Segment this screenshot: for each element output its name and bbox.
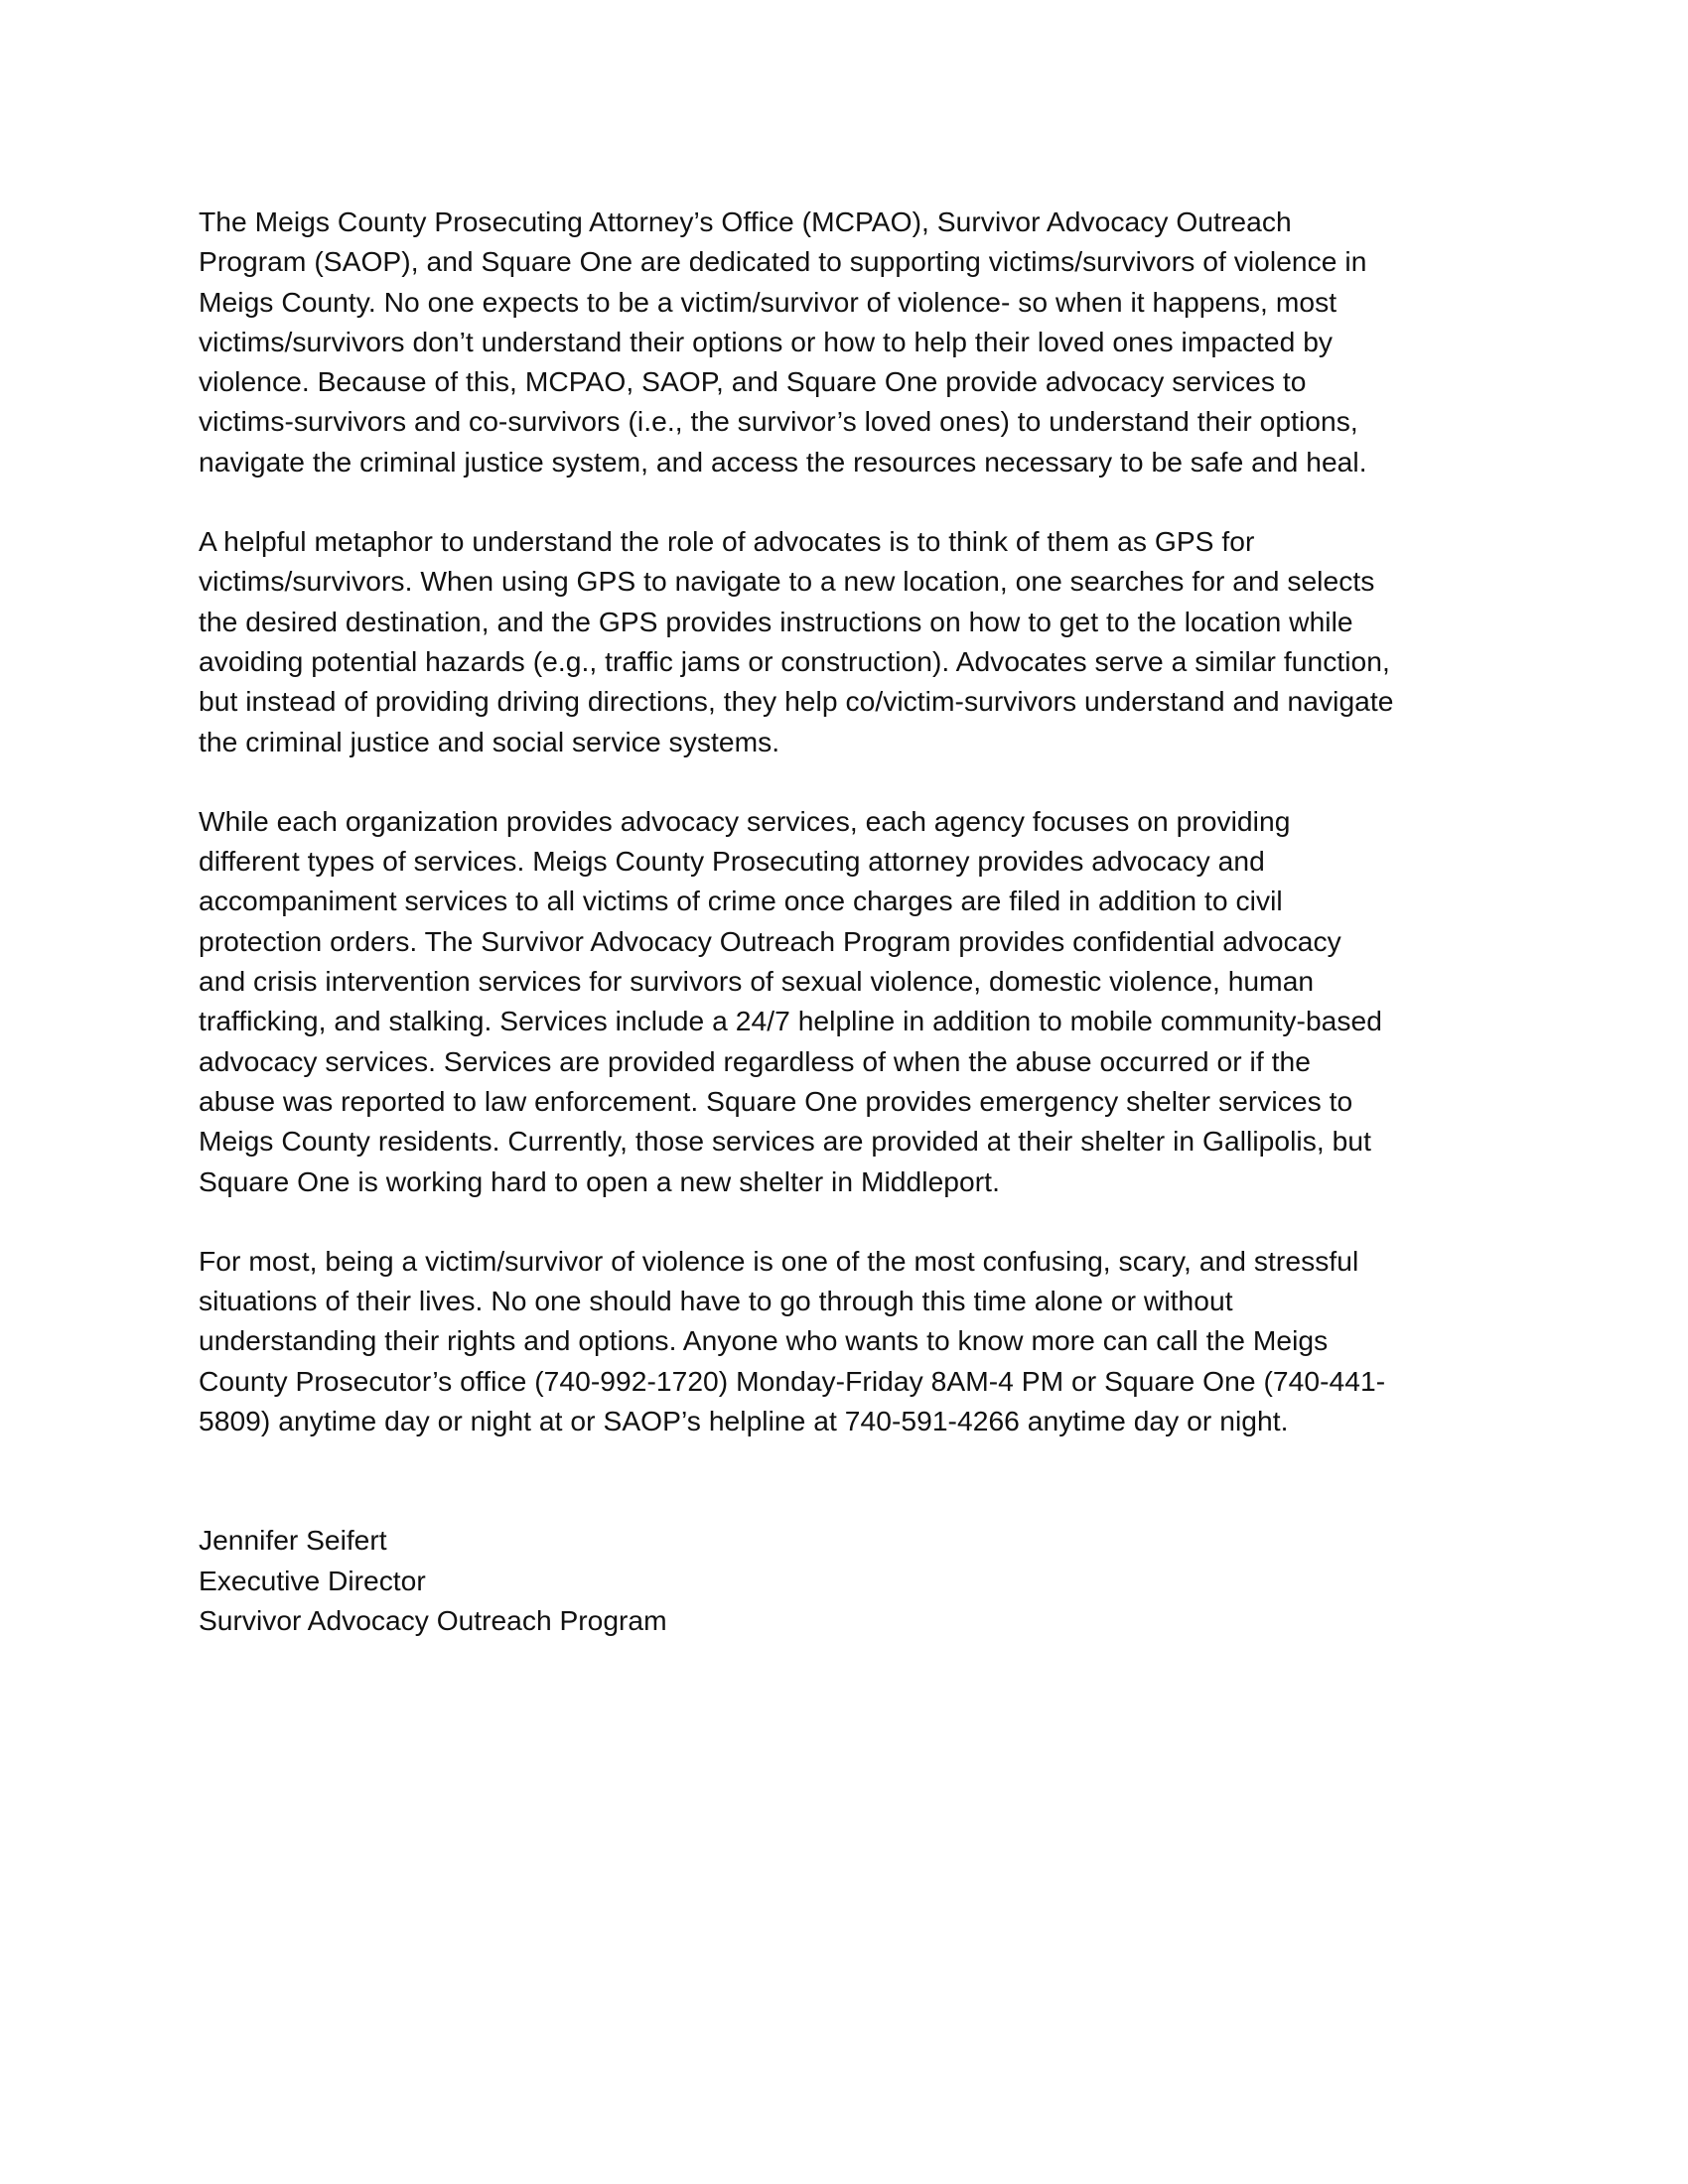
paragraph-services bbox=[199, 801, 1509, 1201]
text-line: While each organization provides advocacy services, each agency focuses on providing bbox=[199, 804, 1291, 837]
paragraph-intro bbox=[199, 202, 1509, 481]
text-line: trafficking, and stalking. Services include a 24/7 helpline in addition to mobile community-based bbox=[199, 1005, 1382, 1037]
paragraph-gps-metaphor bbox=[199, 521, 1509, 761]
text-line: advocacy services. Services are provided regardless of when the abuse occurred or if the bbox=[199, 1044, 1311, 1077]
text-line: avoiding potential hazards (e.g., traffic jams or construction). Advocates serve a similar function, bbox=[199, 644, 1390, 677]
text-line: violence. Because of this, MCPAO, SAOP, and Square One provide advocacy services to bbox=[199, 365, 1307, 398]
text-line: Program (SAOP), and Square One are dedicated to supporting victims/survivors of violence in bbox=[199, 245, 1367, 278]
text-line: For most, being a victim/survivor of violence is one of the most confusing, scary, and stressful bbox=[199, 1244, 1359, 1277]
text-line: abuse was reported to law enforcement. Square One provides emergency shelter services to bbox=[199, 1084, 1353, 1117]
text-line: victims-survivors and co-survivors (i.e., the survivor’s loved ones) to understand their options, bbox=[199, 405, 1358, 438]
text-line: Square One is working hard to open a new shelter in Middleport. bbox=[199, 1164, 1000, 1197]
text-line: situations of their lives. No one should have to go through this time alone or without bbox=[199, 1285, 1233, 1317]
signature-block bbox=[199, 1520, 1509, 1640]
signature-title: Executive Director bbox=[199, 1564, 426, 1596]
text-line: the desired destination, and the GPS provides instructions on how to get to the location while bbox=[199, 605, 1353, 637]
paragraph-contact bbox=[199, 1241, 1509, 1440]
text-line: The Meigs County Prosecuting Attorney’s Office (MCPAO), Survivor Advocacy Outreach bbox=[199, 205, 1292, 237]
text-line: victims/survivors don’t understand their options or how to help their loved ones impacted by bbox=[199, 325, 1334, 357]
text-line: victims/survivors. When using GPS to navigate to a new location, one searches for and selects bbox=[199, 565, 1375, 598]
text-line: A helpful metaphor to understand the role of advocates is to think of them as GPS for bbox=[199, 525, 1255, 558]
text-line: Meigs County. No one expects to be a victim/survivor of violence- so when it happens, most bbox=[199, 285, 1337, 318]
text-line: County Prosecutor’s office (740-992-1720) Monday-Friday 8AM-4 PM or Square One (740-441- bbox=[199, 1364, 1386, 1397]
text-line: accompaniment services to all victims of crime once charges are filed in addition to civil bbox=[199, 885, 1283, 917]
signature-name: Jennifer Seifert bbox=[199, 1524, 387, 1557]
text-line: navigate the criminal justice system, and access the resources necessary to be safe and heal. bbox=[199, 445, 1367, 478]
text-line: protection orders. The Survivor Advocacy Outreach Program provides confidential advocacy bbox=[199, 924, 1341, 957]
text-line: but instead of providing driving directions, they help co/victim-survivors understand and navigate bbox=[199, 685, 1394, 718]
letter-body bbox=[199, 202, 1509, 1640]
signature-organization: Survivor Advocacy Outreach Program bbox=[199, 1603, 667, 1636]
text-line: and crisis intervention services for survivors of sexual violence, domestic violence, human bbox=[199, 965, 1315, 998]
text-line: understanding their rights and options. Anyone who wants to know more can call the Meigs bbox=[199, 1324, 1329, 1357]
text-line: Meigs County residents. Currently, those services are provided at their shelter in Gallipolis, but bbox=[199, 1125, 1371, 1158]
text-line: the criminal justice and social service systems. bbox=[199, 725, 780, 757]
text-line: 5809) anytime day or night at or SAOP’s helpline at 740-591-4266 anytime day or night. bbox=[199, 1405, 1289, 1437]
text-line: different types of services. Meigs County Prosecuting attorney provides advocacy and bbox=[199, 845, 1265, 878]
